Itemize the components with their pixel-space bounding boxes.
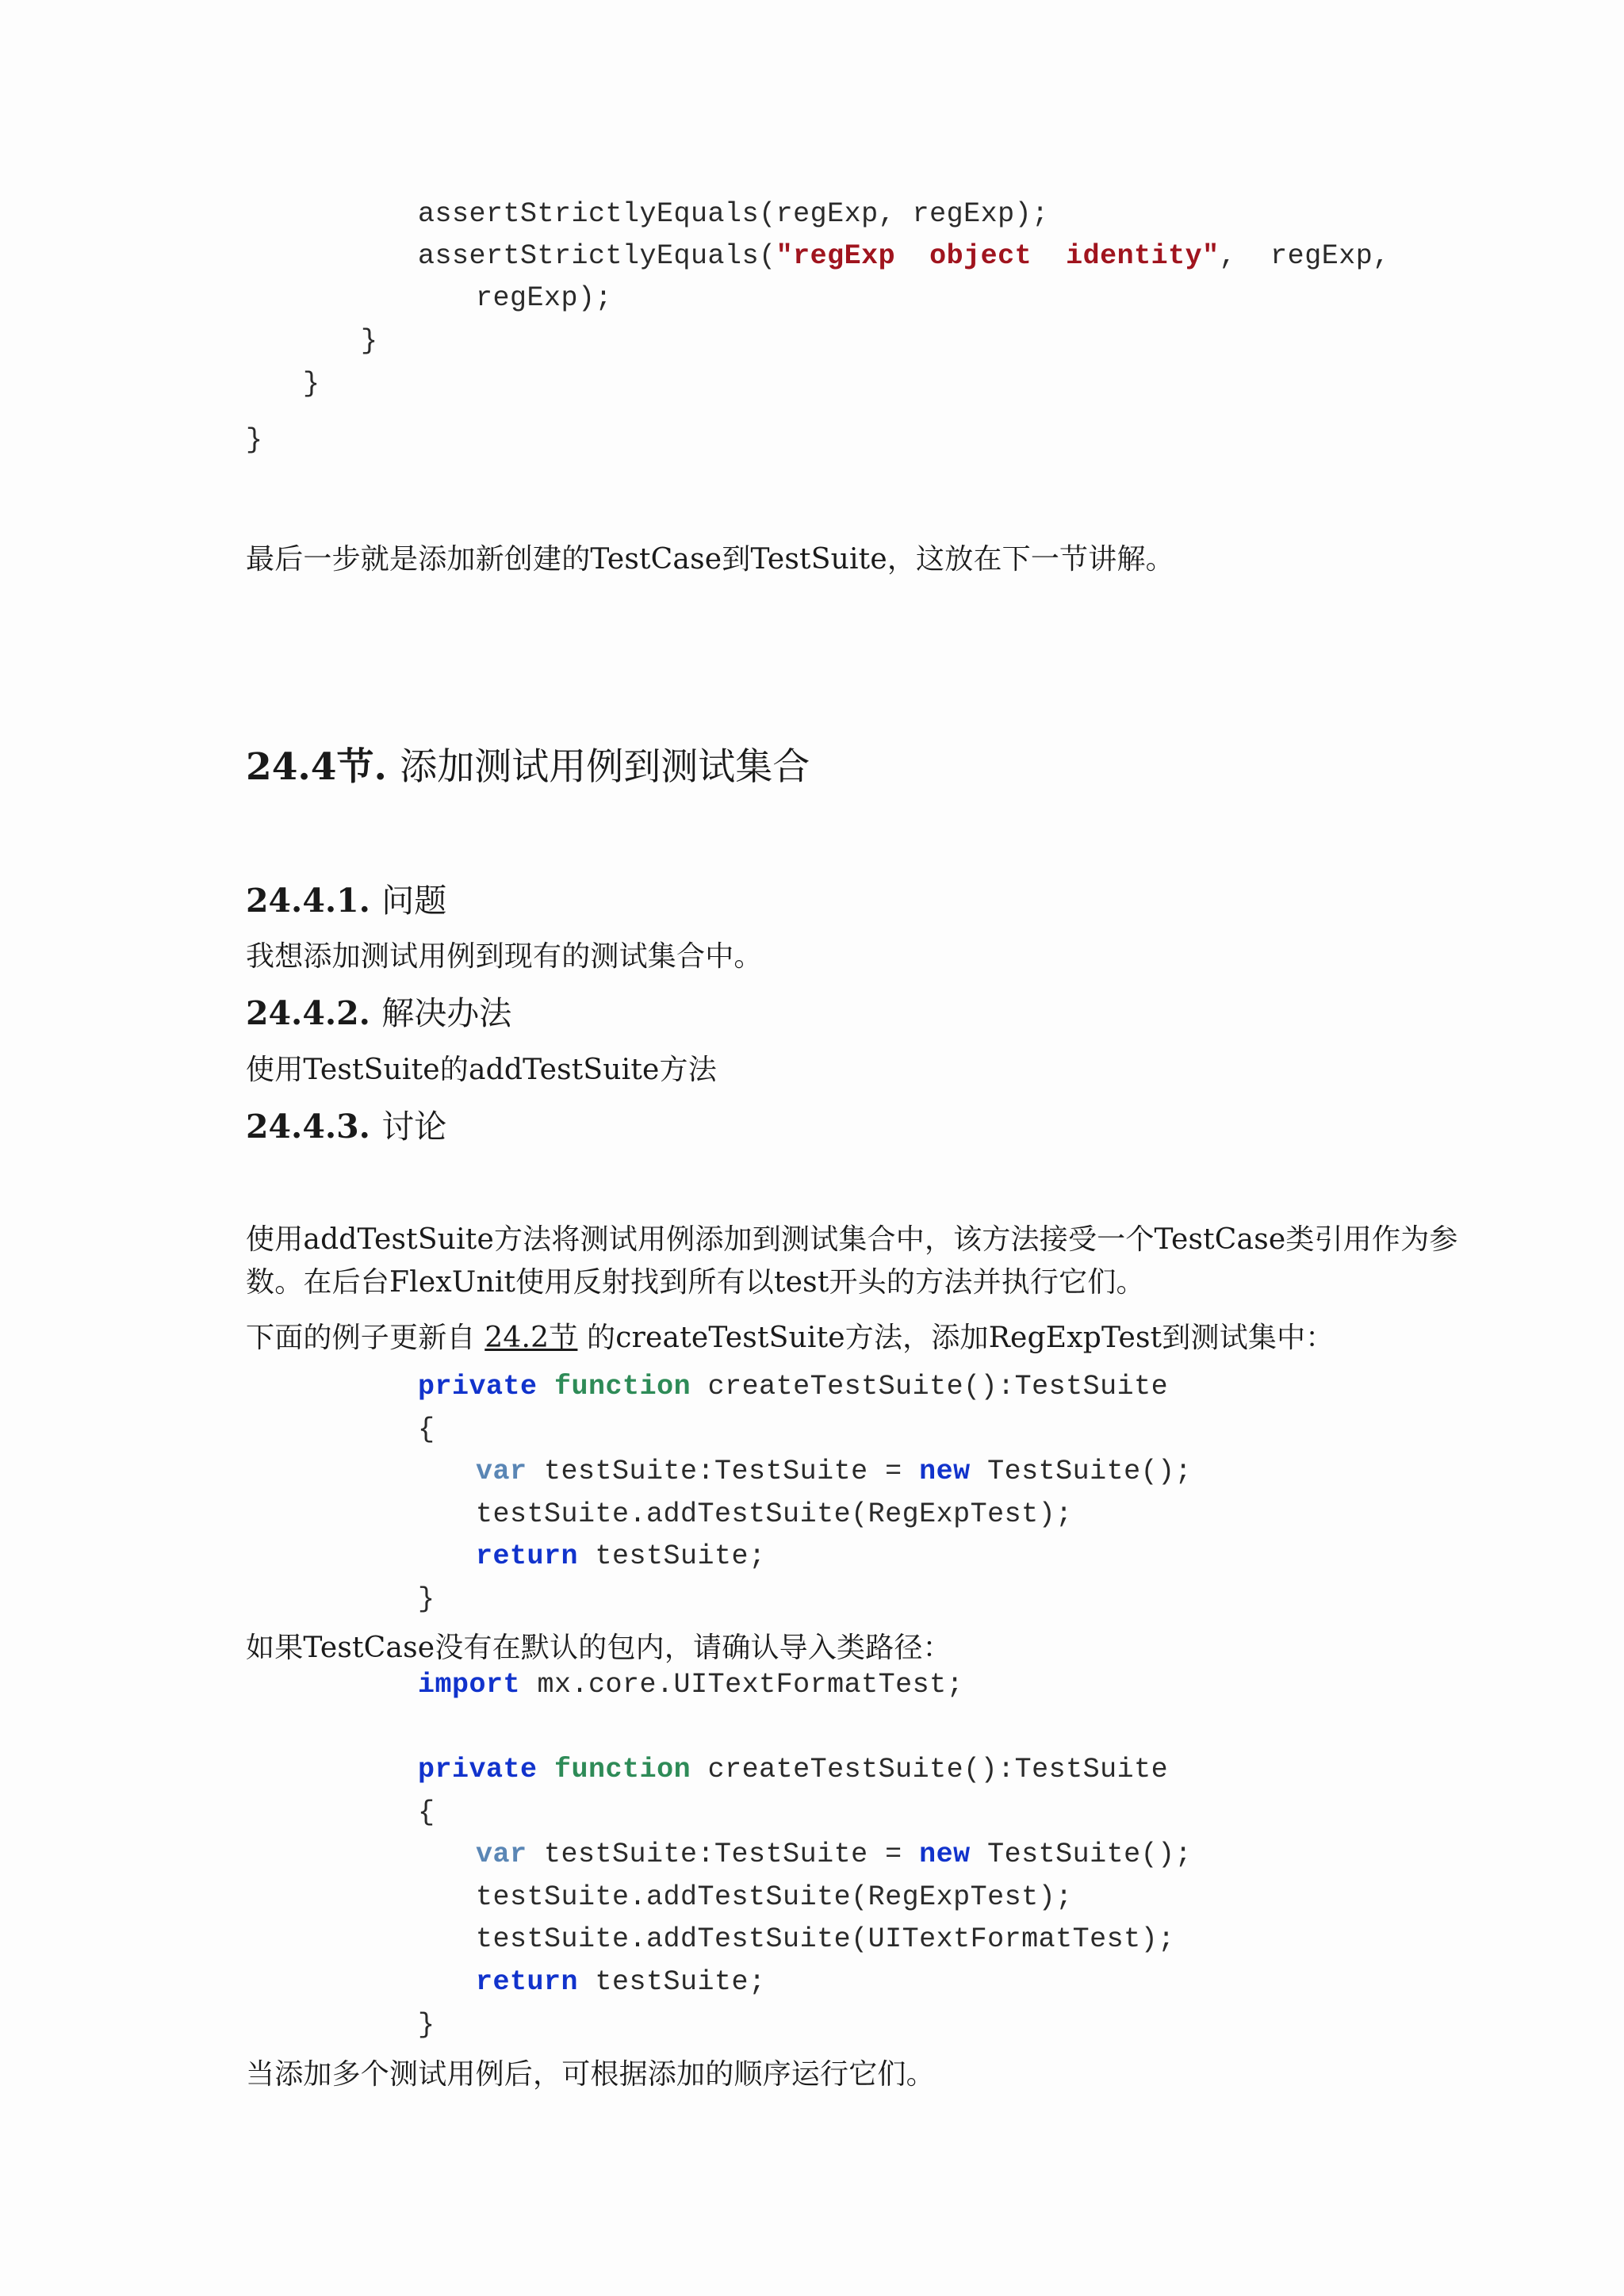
paragraph-line xyxy=(246,1315,1335,1356)
section-link[interactable]: 24.2节 xyxy=(485,1322,578,1354)
paragraph: 当添加多个测试用例后，可根据添加的顺序运行它们。 xyxy=(246,2058,935,2091)
section-title: 添加测试用例到测试集合 xyxy=(400,745,810,789)
keyword: function xyxy=(554,1754,691,1785)
code-line xyxy=(476,1540,766,1572)
code-line xyxy=(476,1456,1192,1487)
code-text: mx.core.UITextFormatTest; xyxy=(520,1669,964,1701)
subsection-number: 24.4.2. xyxy=(246,994,370,1032)
code-text: testSuite:TestSuite = xyxy=(527,1456,920,1487)
code-text: testSuite; xyxy=(578,1966,766,1998)
subsection-title: 讨论 xyxy=(381,1108,447,1146)
section-heading xyxy=(246,737,810,790)
code-text: assertStrictlyEquals( xyxy=(418,240,776,272)
paragraph-line: 数。在后台FlexUnit使用反射找到所有以test开头的方法并执行它们。 xyxy=(246,1266,1145,1299)
code-line xyxy=(476,1966,766,1998)
code-text: testSuite; xyxy=(578,1540,766,1572)
text: 的createTestSuite方法，添加RegExpTest到测试集中： xyxy=(577,1322,1335,1354)
code-brace: } xyxy=(361,325,378,357)
code-brace: } xyxy=(418,1583,435,1615)
code-brace: } xyxy=(418,2009,435,2041)
code-line: testSuite.addTestSuite(RegExpTest); xyxy=(476,1881,1073,1913)
paragraph-line: 使用addTestSuite方法将测试用例添加到测试集合中，该方法接受一个TestCase类引用作为参 xyxy=(246,1223,1458,1256)
code-text: createTestSuite():TestSuite xyxy=(691,1754,1169,1785)
code-line: testSuite.addTestSuite(UITextFormatTest); xyxy=(476,1923,1175,1955)
code-text: TestSuite(); xyxy=(970,1839,1193,1870)
code-line: regExp); xyxy=(476,282,613,314)
subsection-heading xyxy=(246,987,511,1034)
code-line xyxy=(418,1754,1168,1785)
code-text: , regExp, xyxy=(1219,240,1390,272)
code-line: testSuite.addTestSuite(RegExpTest); xyxy=(476,1498,1073,1530)
keyword: private xyxy=(418,1754,538,1785)
keyword: private xyxy=(418,1371,538,1402)
paragraph: 最后一步就是添加新创建的TestCase到TestSuite，这放在下一节讲解。 xyxy=(246,543,1174,576)
code-brace: } xyxy=(246,424,263,456)
keyword: var xyxy=(476,1456,527,1487)
string-literal: "regExp object identity" xyxy=(776,240,1220,272)
code-line xyxy=(418,1371,1168,1402)
keyword: import xyxy=(418,1669,521,1701)
subsection-number: 24.4.1. xyxy=(246,882,370,920)
keyword: return xyxy=(476,1966,579,1998)
keyword: var xyxy=(476,1839,527,1870)
keyword: new xyxy=(919,1456,971,1487)
keyword: new xyxy=(919,1839,971,1870)
code-line xyxy=(418,1669,963,1701)
text: 下面的例子更新自 xyxy=(246,1322,485,1354)
keyword: function xyxy=(554,1371,691,1402)
code-text: TestSuite(); xyxy=(970,1456,1193,1487)
code-text: testSuite:TestSuite = xyxy=(527,1839,920,1870)
subsection-heading xyxy=(246,1100,446,1147)
code-line xyxy=(418,240,1390,272)
section-number: 24.4节. xyxy=(246,745,387,789)
code-line xyxy=(476,1839,1192,1870)
code-line: assertStrictlyEquals(regExp, regExp); xyxy=(418,198,1049,230)
subsection-heading xyxy=(246,874,446,921)
code-brace: { xyxy=(418,1797,435,1828)
subsection-title: 解决办法 xyxy=(381,994,512,1032)
paragraph: 如果TestCase没有在默认的包内，请确认导入类路径： xyxy=(246,1632,952,1664)
code-brace: { xyxy=(418,1414,435,1445)
subsection-title: 问题 xyxy=(381,882,447,920)
code-text: createTestSuite():TestSuite xyxy=(691,1371,1169,1402)
paragraph: 使用TestSuite的addTestSuite方法 xyxy=(246,1054,717,1086)
paragraph: 我想添加测试用例到现有的测试集合中。 xyxy=(246,940,763,973)
subsection-number: 24.4.3. xyxy=(246,1108,370,1146)
keyword: return xyxy=(476,1540,579,1572)
code-brace: } xyxy=(303,368,320,400)
